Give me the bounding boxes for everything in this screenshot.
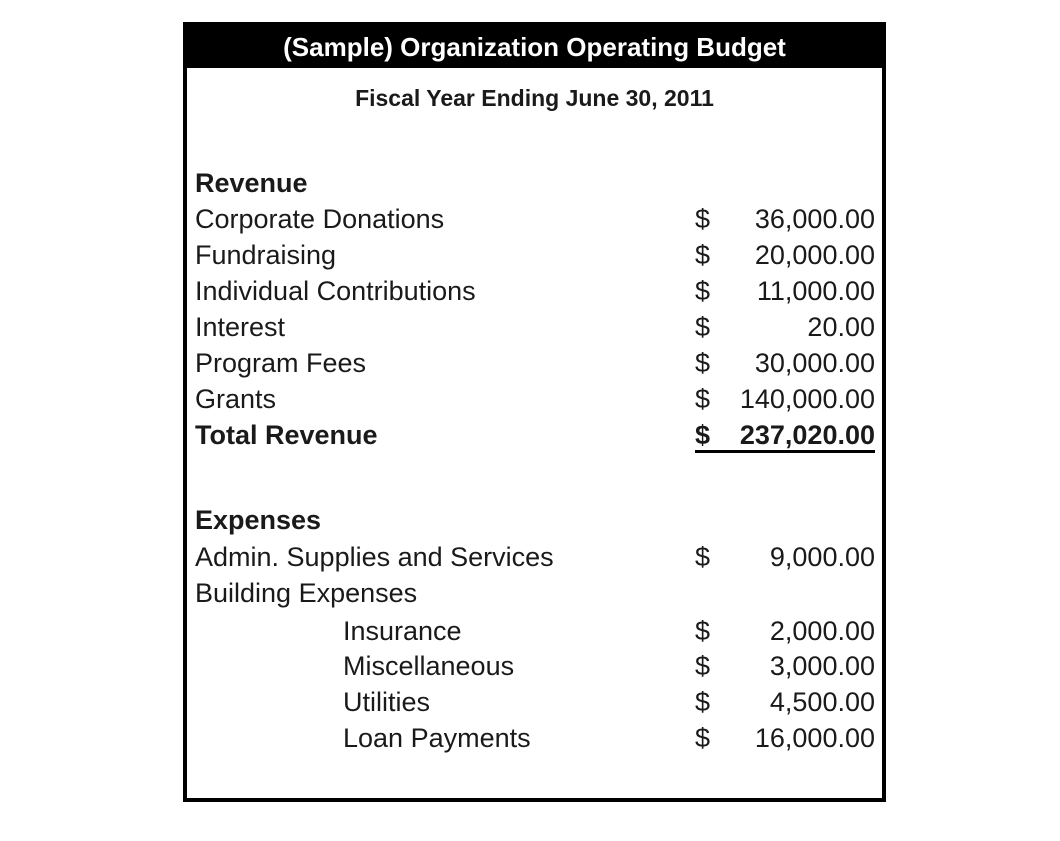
revenue-item-amount: 30,000.00: [754, 348, 875, 378]
currency-symbol: $: [695, 384, 711, 414]
revenue-item-amount: 20,000.00: [754, 240, 875, 270]
building-expense-label: Utilities: [343, 687, 431, 717]
building-expenses-row: [195, 576, 875, 610]
building-expense-label: Insurance: [343, 616, 462, 646]
building-expense-amount: 2,000.00: [769, 616, 875, 646]
expense-item-amount: 9,000.00: [769, 542, 875, 572]
total-revenue-amount: 237,020.00: [739, 420, 875, 450]
currency-symbol: $: [695, 348, 711, 378]
building-expense-row: [195, 614, 875, 648]
building-expenses-label: Building Expenses: [195, 578, 418, 608]
building-expense-label: Loan Payments: [343, 723, 531, 753]
currency-symbol: $: [695, 276, 711, 306]
currency-symbol: $: [695, 420, 711, 450]
total-underline: [695, 450, 875, 453]
currency-symbol: $: [695, 312, 711, 342]
building-expense-amount: 3,000.00: [769, 651, 875, 681]
currency-symbol: $: [695, 651, 711, 681]
revenue-heading-row: [195, 166, 875, 200]
revenue-item-label: Fundraising: [195, 240, 337, 270]
revenue-item-amount: 140,000.00: [739, 384, 875, 414]
expense-item-label: Admin. Supplies and Services: [195, 542, 554, 572]
revenue-item-label: Corporate Donations: [195, 204, 445, 234]
revenue-item-amount: 20.00: [807, 312, 875, 342]
expense-row: [195, 540, 875, 574]
currency-symbol: $: [695, 616, 711, 646]
budget-title: (Sample) Organization Operating Budget: [187, 26, 882, 68]
revenue-item-label: Individual Contributions: [195, 276, 476, 306]
revenue-row: [195, 274, 875, 308]
revenue-row: [195, 382, 875, 416]
total-revenue-row: [195, 418, 875, 452]
revenue-item-label: Grants: [195, 384, 277, 414]
revenue-row: [195, 238, 875, 272]
building-expense-amount: 4,500.00: [769, 687, 875, 717]
building-expense-label: Miscellaneous: [343, 651, 515, 681]
revenue-row: [195, 310, 875, 344]
currency-symbol: $: [695, 723, 711, 753]
building-expense-amount: 16,000.00: [754, 723, 875, 753]
currency-symbol: $: [695, 204, 711, 234]
revenue-row: [195, 202, 875, 236]
building-expense-row: [195, 721, 875, 755]
revenue-item-label: Program Fees: [195, 348, 367, 378]
budget-sheet: [183, 22, 886, 802]
expenses-heading: Expenses: [195, 505, 322, 535]
currency-symbol: $: [695, 687, 711, 717]
revenue-row: [195, 346, 875, 380]
total-revenue-label: Total Revenue: [195, 420, 378, 450]
revenue-item-amount: 36,000.00: [754, 204, 875, 234]
fiscal-year-subtitle: Fiscal Year Ending June 30, 2011: [355, 85, 714, 111]
currency-symbol: $: [695, 542, 711, 572]
currency-symbol: $: [695, 240, 711, 270]
revenue-item-amount: 11,000.00: [756, 276, 875, 306]
revenue-heading: Revenue: [195, 168, 308, 198]
building-expense-row: [195, 649, 875, 683]
building-expense-row: [195, 685, 875, 719]
expenses-heading-row: [195, 503, 875, 537]
revenue-item-label: Interest: [195, 312, 286, 342]
